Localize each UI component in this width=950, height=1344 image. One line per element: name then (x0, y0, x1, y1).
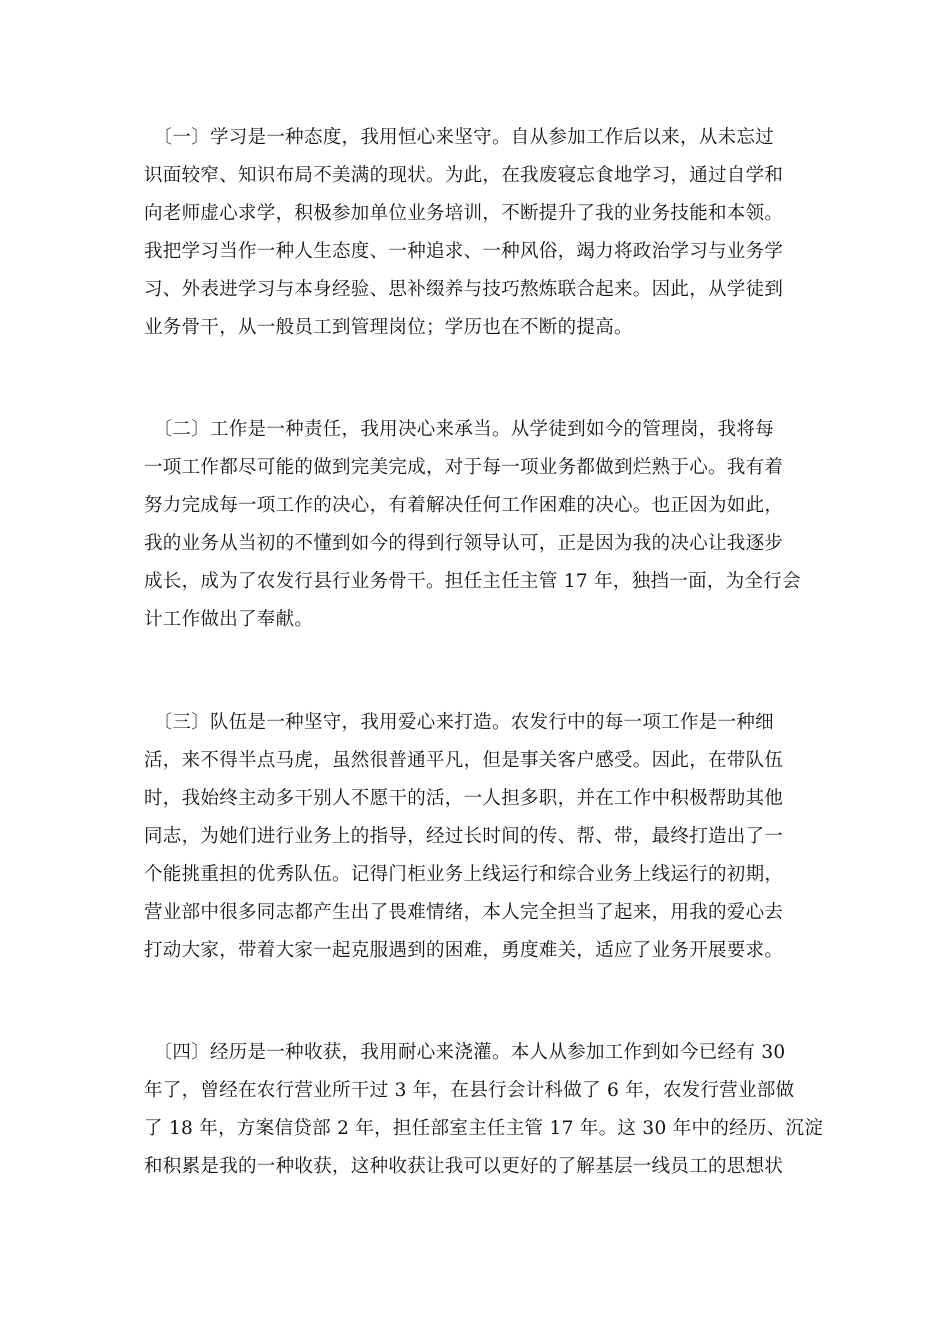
paragraph-3 (144, 704, 808, 970)
text-line: 成长，成为了农发行县行业务骨干。担任主任主管 17 年，独挡一面，为全行会 (144, 571, 801, 592)
text-line: 努力完成每一项工作的决心，有着解决任何工作困难的决心。也正因为如此， (144, 495, 784, 516)
text-line: 同志，为她们进行业务上的指导，经过长时间的传、帮、带，最终打造出了一 (144, 826, 784, 847)
paragraph-1 (144, 119, 808, 347)
paragraph-4 (144, 1034, 824, 1186)
text-line: 打动大家，带着大家一起克服遇到的困难，勇度难关，适应了业务开展要求。 (144, 940, 784, 961)
text-line: 和积累是我的一种收获，这种收获让我可以更好的了解基层一线员工的思想状 (144, 1156, 784, 1177)
text-line: 个能挑重担的优秀队伍。记得门柜业务上线运行和综合业务上线运行的初期， (144, 864, 784, 885)
text-line: 识面较窄、知识布局不美满的现状。为此，在我废寝忘食地学习，通过自学和 (144, 165, 784, 186)
text-line: 年了，曾经在农行营业所干过 3 年，在县行会计科做了 6 年，农发行营业部做 (144, 1080, 795, 1101)
text-line: 〔一〕学习是一种态度，我用恒心来坚守。自从参加工作后以来，从未忘过 (144, 127, 774, 148)
text-line: 〔三〕队伍是一种坚守，我用爱心来打造。农发行中的每一项工作是一种细 (144, 712, 774, 733)
text-line: 了 18 年，方案信贷部 2 年，担任部室主任主管 17 年。这 30 年中的经历、沉淀 (144, 1118, 824, 1139)
text-line: 一项工作都尽可能的做到完美完成，对于每一项业务都做到烂熟于心。我有着 (144, 457, 784, 478)
text-line: 〔四〕经历是一种收获，我用耐心来浇灌。本人从参加工作到如今已经有 30 (144, 1042, 786, 1063)
text-line: 我的业务从当初的不懂到如今的得到行领导认可，正是因为我的决心让我逐步 (144, 533, 784, 554)
paragraph-2 (144, 411, 808, 639)
text-line: 活，来不得半点马虎，虽然很普通平凡，但是事关客户感受。因此，在带队伍 (144, 750, 784, 771)
text-line: 计工作做出了奉献。 (144, 609, 314, 630)
text-line: 向老师虚心求学，积极参加单位业务培训，不断提升了我的业务技能和本领。 (144, 203, 784, 224)
text-line: 业务骨干，从一般员工到管理岗位；学历也在不断的提高。 (144, 317, 633, 338)
text-line: 我把学习当作一种人生态度、一种追求、一种风俗，竭力将政治学习与业务学 (144, 241, 784, 262)
text-line: 营业部中很多同志都产生出了畏难情绪，本人完全担当了起来，用我的爱心去 (144, 902, 784, 923)
text-line: 〔二〕工作是一种责任，我用决心来承当。从学徒到如今的管理岗，我将每 (144, 419, 774, 440)
text-line: 时，我始终主动多干别人不愿干的活，一人担多职，并在工作中积极帮助其他 (144, 788, 784, 809)
text-line: 习、外表进学习与本身经验、思补缀养与技巧熬炼联合起来。因此，从学徒到 (144, 279, 784, 300)
